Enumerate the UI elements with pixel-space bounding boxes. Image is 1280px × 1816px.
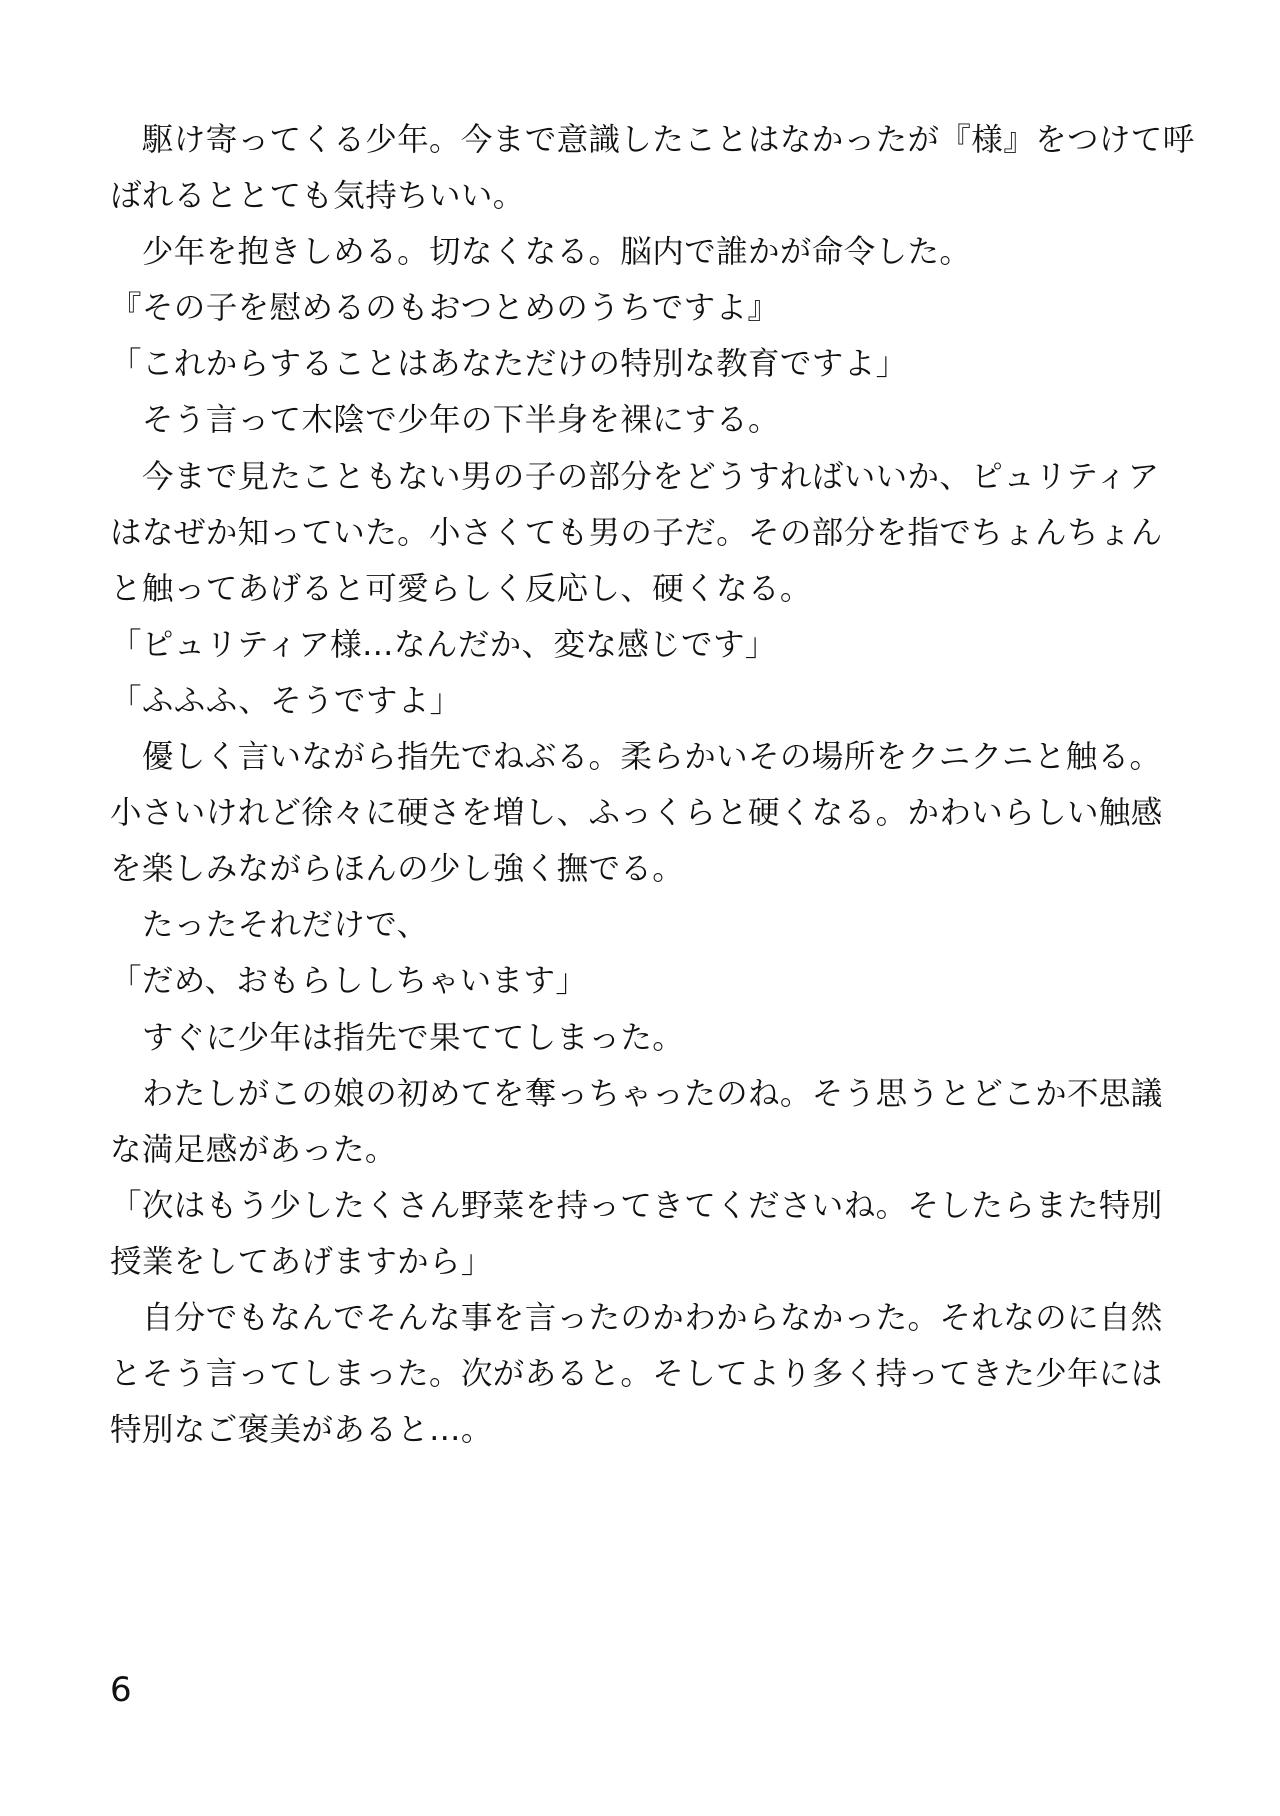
body-line: と触ってあげると可愛らしく反応し、硬くなる。 [110,570,812,607]
body-line: はなぜか知っていた。小さくても男の子だ。その部分を指でちょんちょん [110,514,1163,551]
body-line: 「これからすることはあなただけの特別な教育ですよ」 [110,346,908,383]
body-line: 優しく言いながら指先でねぶる。柔らかいその場所をクニクニと触る。 [110,739,1162,776]
body-line: 「だめ、おもらししちゃいます」 [110,963,588,1000]
body-line: そう言って木陰で少年の下半身を裸にする。 [110,402,780,439]
body-line: 「ふふふ、そうですよ」 [110,682,462,719]
body-line: 駆け寄ってくる少年。今まで意識したことはなかったが『様』をつけて呼 [110,122,1195,158]
body-line: 自分でもなんでそんな事を言ったのかわからなかった。それなのに自然 [110,1299,1163,1336]
body-line: 小さいけれど徐々に硬さを増し、ふっくらと硬くなる。かわいらしい触感 [110,795,1163,832]
body-line: 「ピュリティア様…なんだか、変な感じです」 [110,626,777,663]
body-line: 特別なご褒美があると…。 [110,1412,493,1449]
body-line: な満足感があった。 [110,1131,397,1168]
body-text [110,112,1195,1458]
body-line: すぐに少年は指先で果ててしまった。 [110,1019,685,1056]
body-line: 授業をしてあげますから」 [110,1243,493,1280]
body-line: 「次はもう少したくさん野菜を持ってきてくださいね。そしたらまた特別 [110,1187,1163,1224]
body-line: 少年を抱きしめる。切なくなる。脳内で誰かが命令した。 [110,234,972,271]
body-line: を楽しみながらほんの少し強く撫でる。 [110,851,685,888]
body-line: たったそれだけで、 [110,907,429,944]
body-line: ばれるととても気持ちいい。 [110,178,525,215]
page-number: 6 [110,1670,132,1710]
body-line: 今まで見たこともない男の子の部分をどうすればいいか、ピュリティア [110,458,1160,495]
body-line: わたしがこの娘の初めてを奪っちゃったのね。そう思うとどこか不思議 [110,1075,1163,1112]
body-line: 『その子を慰めるのもおつとめのうちですよ』 [110,290,780,327]
body-line: とそう言ってしまった。次があると。そしてより多く持ってきた少年には [110,1356,1163,1393]
